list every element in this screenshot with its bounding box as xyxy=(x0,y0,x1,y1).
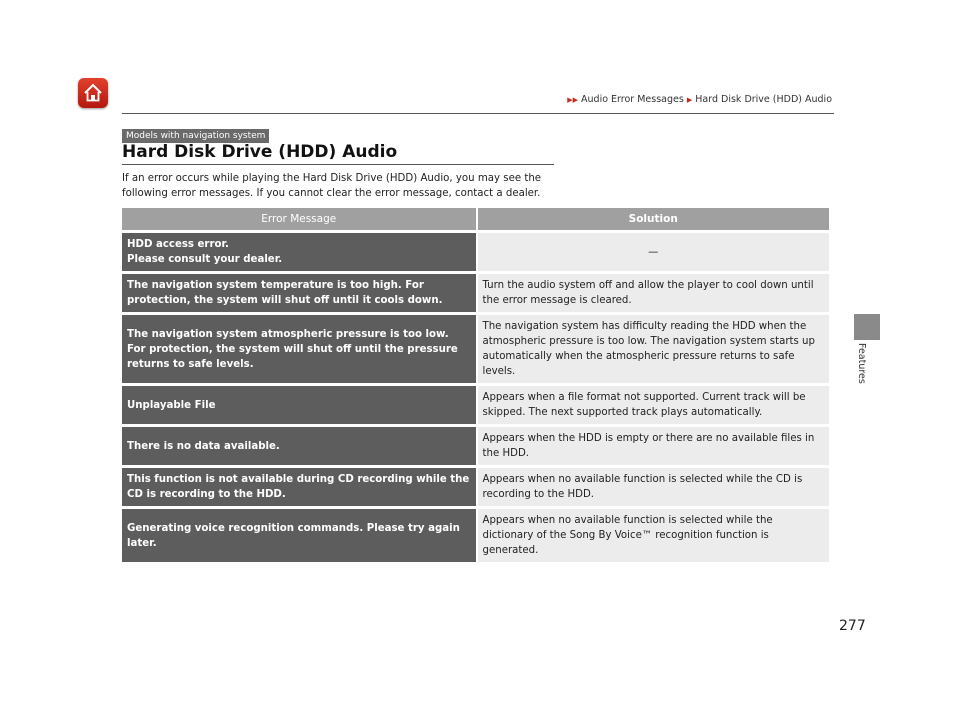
breadcrumb-item-audio-error-messages[interactable]: Audio Error Messages xyxy=(581,94,684,105)
solution-cell: The navigation system has difficulty reading the HDD when the atmospheric pressure is too low. The navigation system starts up automatically when the atmospheric pressure returns to safe levels. xyxy=(476,315,830,383)
error-table xyxy=(122,205,829,565)
error-message-cell: The navigation system temperature is too high. For protection, the system will shut off until it cools down. xyxy=(122,274,476,312)
breadcrumb-item-hdd-audio[interactable]: Hard Disk Drive (HDD) Audio xyxy=(695,94,832,105)
home-button[interactable] xyxy=(78,78,108,108)
column-header-solution: Solution xyxy=(476,208,830,230)
breadcrumb-arrow-icon: ▶ xyxy=(686,96,693,104)
header-divider xyxy=(122,113,834,114)
breadcrumb xyxy=(567,94,832,105)
table-row xyxy=(122,233,829,271)
error-message-cell: HDD access error. Please consult your dealer. xyxy=(122,233,476,271)
title-divider xyxy=(122,164,554,165)
table-row xyxy=(122,274,829,312)
solution-cell: Appears when no available function is selected while the CD is recording to the HDD. xyxy=(476,468,830,506)
error-message-cell: There is no data available. xyxy=(122,427,476,465)
table-row xyxy=(122,509,829,562)
column-header-error-message: Error Message xyxy=(122,208,476,230)
page-number: 277 xyxy=(839,618,866,634)
intro-paragraph: If an error occurs while playing the Hard Disk Drive (HDD) Audio, you may see the following error messages. If you cannot clear the error message, contact a dealer. xyxy=(122,173,542,199)
table-row xyxy=(122,427,829,465)
error-message-cell: The navigation system atmospheric pressure is too low. For protection, the system will shut off until the pressure returns to safe levels. xyxy=(122,315,476,383)
error-message-cell: Unplayable File xyxy=(122,386,476,424)
error-message-cell: This function is not available during CD recording while the CD is recording to the HDD. xyxy=(122,468,476,506)
section-tab[interactable] xyxy=(854,314,880,340)
solution-cell: Appears when a file format not supported. Current track will be skipped. The next supported track plays automatically. xyxy=(476,386,830,424)
table-row xyxy=(122,468,829,506)
solution-cell: Appears when the HDD is empty or there are no available files in the HDD. xyxy=(476,427,830,465)
breadcrumb-arrow-icon: ▶▶ xyxy=(567,96,578,104)
solution-cell: Turn the audio system off and allow the player to cool down until the error message is cleared. xyxy=(476,274,830,312)
solution-cell: Appears when no available function is selected while the dictionary of the Song By Voice™ recognition function is generated. xyxy=(476,509,830,562)
section-label: Features xyxy=(856,343,867,384)
home-icon xyxy=(82,82,104,104)
solution-cell: — xyxy=(476,233,830,271)
page-title: Hard Disk Drive (HDD) Audio xyxy=(122,142,398,162)
table-header-row xyxy=(122,208,829,230)
table-row xyxy=(122,386,829,424)
model-badge: Models with navigation system xyxy=(122,129,269,143)
error-message-cell: Generating voice recognition commands. Please try again later. xyxy=(122,509,476,562)
table-row xyxy=(122,315,829,383)
